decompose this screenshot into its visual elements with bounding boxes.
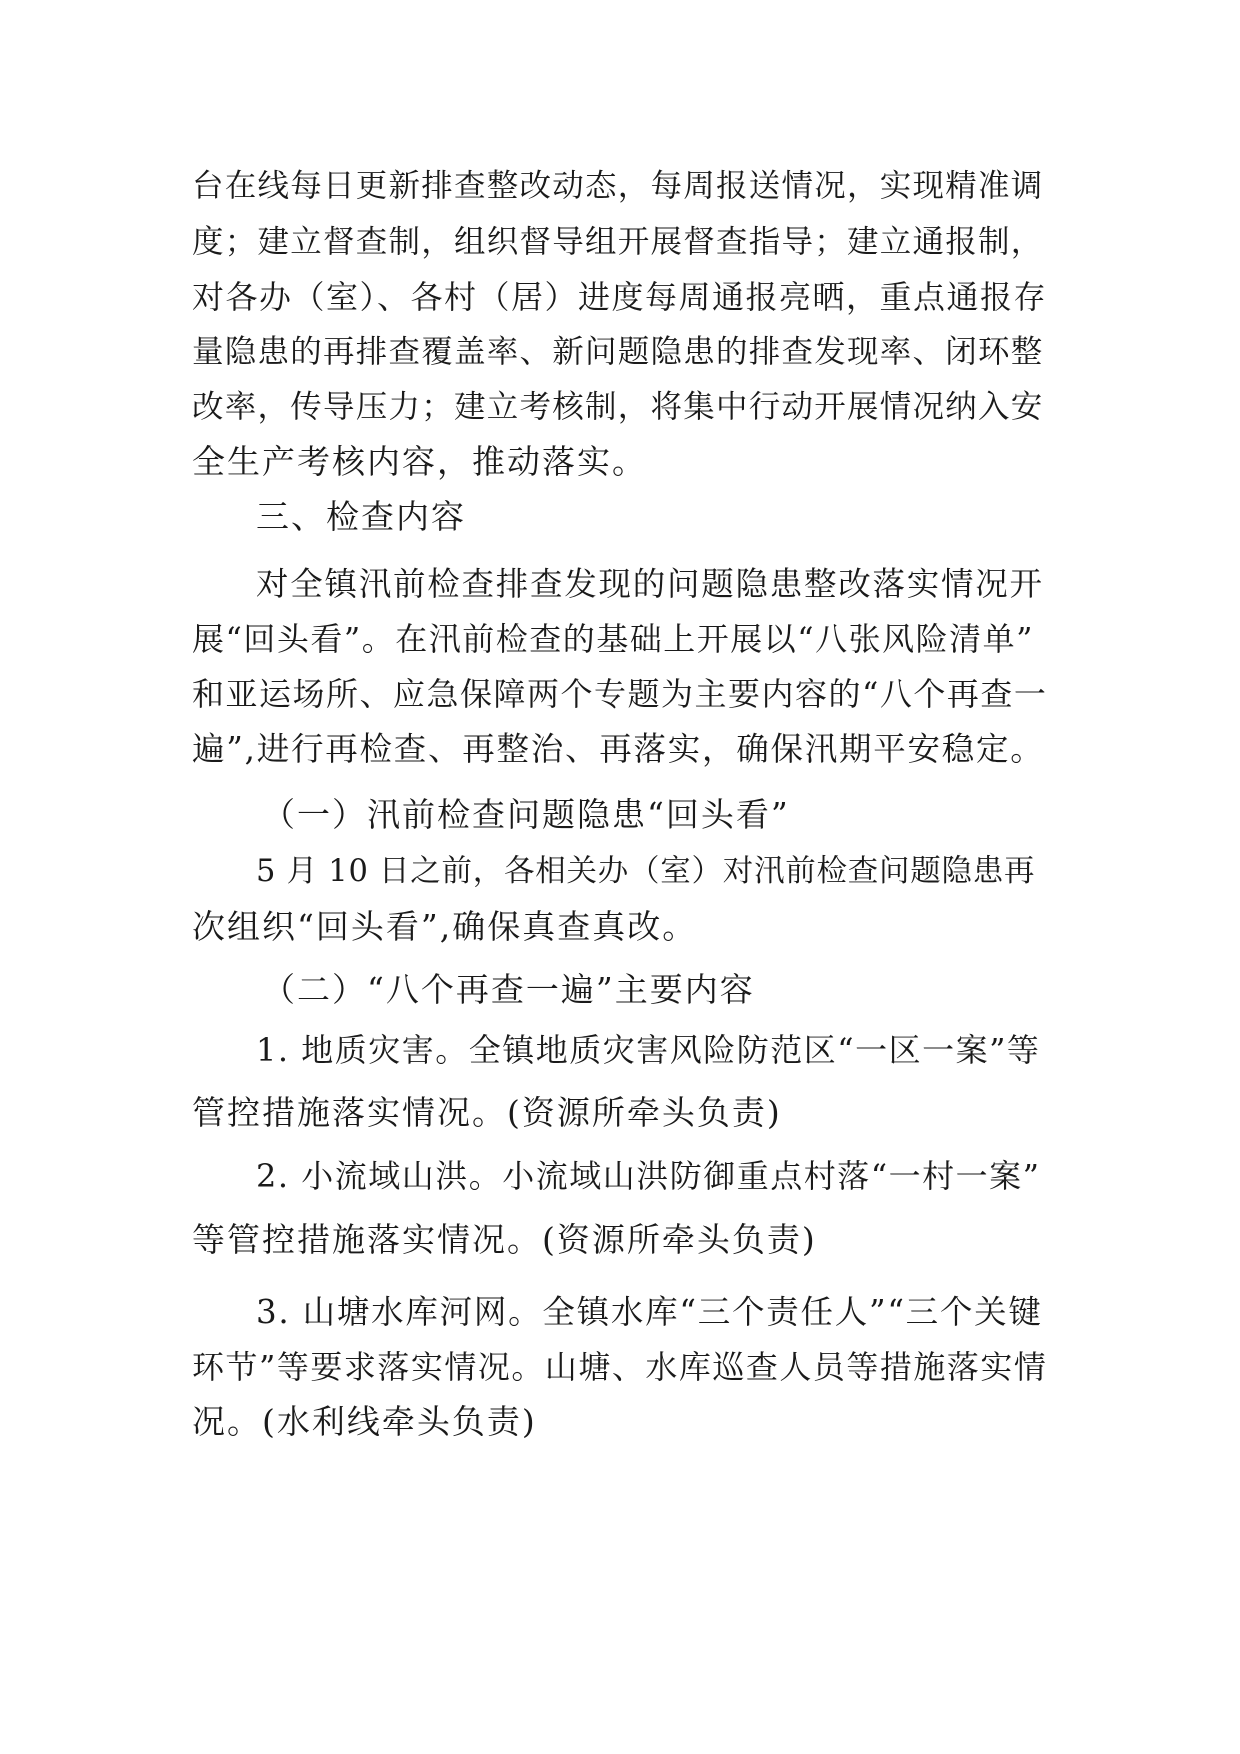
list-item-text: 况。(水利线牵头负责)	[192, 1402, 537, 1441]
body-text-line: 量隐患的再排查覆盖率、新问题隐患的排查发现率、闭环整	[192, 334, 1044, 370]
list-item-text: 2. 小流域山洪。小流域山洪防御重点村落“一村一案”	[256, 1157, 1041, 1195]
section-heading: 三、检查内容	[256, 497, 466, 536]
body-text-line: 遍”,进行再检查、再整治、再落实，确保汛期平安稳定。	[192, 730, 1045, 768]
body-text-line: 次组织“回头看”,确保真查真改。	[192, 907, 698, 946]
list-item-text: 管控措施落实情况。(资源所牵头负责)	[192, 1093, 782, 1132]
body-text-line: 改率，传导压力；建立考核制，将集中行动开展情况纳入安	[192, 389, 1044, 425]
list-item-text: 1. 地质灾害。全镇地质灾害风险防范区“一区一案”等	[256, 1031, 1041, 1069]
body-text-line: 台在线每日更新排查整改动态，每周报送情况，实现精准调	[192, 168, 1044, 204]
body-text-line: 全生产考核内容，推动落实。	[192, 442, 647, 481]
body-text-line: 对各办（室）、各村（居）进度每周通报亮晒，重点通报存	[192, 278, 1048, 316]
list-item-text: 环节”等要求落实情况。山塘、水库巡查人员等措施落实情	[192, 1348, 1048, 1386]
body-text-line: 度；建立督查制，组织督导组开展督查指导；建立通报制，	[192, 224, 1044, 260]
subsection-heading: （一）汛前检查问题隐患“回头看”	[262, 795, 790, 834]
body-text-line: 5 月 10 日之前，各相关办（室）对汛前检查问题隐患再	[256, 854, 1036, 889]
body-text-line: 和亚运场所、应急保障两个专题为主要内容的“八个再查一	[192, 675, 1048, 713]
list-item-text: 3. 山塘水库河网。全镇水库“三个责任人”“三个关键	[256, 1293, 1043, 1331]
body-text-line: 展“回头看”。在汛前检查的基础上开展以“八张风险清单”	[192, 620, 1034, 658]
subsection-heading: （二）“八个再查一遍”主要内容	[262, 970, 755, 1009]
list-item-text: 等管控措施落实情况。(资源所牵头负责)	[192, 1220, 817, 1259]
body-text-line: 对全镇汛前检查排查发现的问题隐患整改落实情况开	[256, 565, 1044, 603]
